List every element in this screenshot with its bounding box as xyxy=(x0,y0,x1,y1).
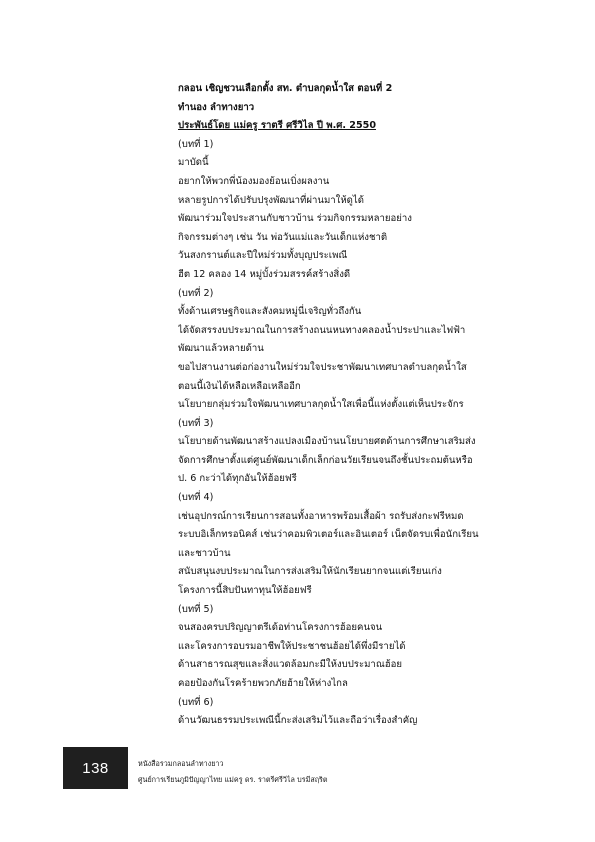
poem-line: จนสองครบปริญญาตรีเด้อท่านโครงการฮ้อยคนจน xyxy=(178,622,383,634)
poem-line: สนับสนุนงบประมาณในการส่งเสริมให้นักเรียนยากจนแต่เรียนเก่ง xyxy=(178,566,442,578)
poem-title: กลอน เชิญชวนเลือกตั้ง สท. ตำบลกุดน้ำใส ตอนที่ 2 xyxy=(178,83,393,94)
footer-publisher: ศูนย์การเรียนภูมิปัญญาไทย แม่ครู ดร. ราตรีศรีวิไล บรมีสฤริต xyxy=(138,775,328,784)
poem-line: ฮีต 12 คลอง 14 หมู่บั้งร่วมสรรค์สร้างสิ่งดี xyxy=(178,268,351,280)
poem-author: ประพันธ์โดย แม่ครู ราตรี ศรีวิไล ปี พ.ศ. 2550 xyxy=(178,120,377,132)
poem-line: นโยบายกลุ่มร่วมใจพัฒนาเทศบาลกุดน้ำใสเพื่อนี้แห่งตั้งแต่เห็นประจักร xyxy=(178,399,464,411)
poem-melody: ทำนอง ลำทางยาว xyxy=(178,101,255,113)
poem-line: หลายรูปการได้ปรับปรุงพัฒนาที่ผ่านมาให้ดูได้ xyxy=(178,194,364,206)
poem-line: ทั้งด้านเศรษฐกิจและสังคมหมู่นี่เจริญทั่วถึงกัน xyxy=(178,306,362,318)
poem-line: (บทที่ 2) xyxy=(178,287,214,299)
poem-line: ตอนนี้เงินได้หลือเหลือเหลืออีก xyxy=(178,380,301,392)
poem-line: ด้านวัฒนธรรมประเพณีนี้กะส่งเสริมไว้และถือว่าเรื่องสำคัญ xyxy=(178,715,418,727)
poem-body xyxy=(178,136,508,731)
poem-line: (บทที่ 6) xyxy=(178,696,214,708)
poem-line: โครงการนี้สิบปันทาทุนให้ฮ้อยฟรี xyxy=(178,585,312,597)
poem-line: เช่นอุปกรณ์การเรียนการสอนทั้งอาหารพร้อมเสื้อผ้า รถรับส่งกะฟรีหมด xyxy=(178,510,464,522)
poem-line: และโครงการอบรมอาชีพให้ประชาชนฮ้อยได้พึ่งมีรายได้ xyxy=(178,640,406,652)
poem-line: จัดการศึกษาตั้งแต่ศูนย์พัฒนาเด็กเล็กก่อนวัยเรียนจนถึงชั้นประถมต้นหรือ xyxy=(178,454,473,466)
poem-line: กิจกรรมต่างๆ เช่น วัน พ่อวันแม่และวันเด็กแห่งชาติ xyxy=(178,231,388,243)
poem-line: ได้จัดสรรงบประมาณในการสร้างถนนหนทางคลองน้ำประปาและไฟฟ้า xyxy=(178,324,466,336)
poem-line: นโยบายด้านพัฒนาสร้างแปลงเมืองบ้านนโยบายศตด้านการศึกษาเสริมส่ง xyxy=(178,436,476,448)
poem-line: พัฒนาร่วมใจประสานกับชาวบ้าน ร่วมกิจกรรมหลายอย่าง xyxy=(178,213,412,225)
poem-line: และชาวบ้าน xyxy=(178,547,231,559)
poem-line: (บทที่ 1) xyxy=(178,138,214,150)
poem-line: ด้านสาธารณสุขและสิ่งแวดล้อมกะมีให้งบประมาณฮ้อย xyxy=(178,659,402,671)
poem-line: คอยป้องกันโรคร้ายพวกภัยฮ้ายให้ห่างไกล xyxy=(178,678,348,689)
poem-line: วันสงกรานต์และปีใหม่ร่วมทั้งบุญประเพณี xyxy=(178,250,348,262)
poem-line: (บทที่ 4) xyxy=(178,492,214,504)
poem-header xyxy=(178,80,508,136)
footer xyxy=(138,756,468,788)
page-number-box xyxy=(63,747,128,789)
footer-book-title: หนังสือรวมกลอนลำทางยาว xyxy=(138,759,224,768)
poem-line: (บทที่ 3) xyxy=(178,417,214,429)
poem-line: (บทที่ 5) xyxy=(178,603,214,615)
poem-line: ระบบอิเล็กทรอนิคส์ เช่นว่าคอมพิวเตอร์และอินเตอร์ เน็ตจัดรบเพื่อนักเรียน xyxy=(178,529,479,541)
poem-line: ขอไปสานงานต่อก่องานใหม่ร่วมใจประชาพัฒนาเทศบาลตำบลกุดน้ำใส xyxy=(178,361,467,373)
poem-content xyxy=(178,80,508,731)
page-number: 138 xyxy=(82,759,109,777)
poem-line: อยากให้พวกพี่น้องมองย้อนเบิ่งผลงาน xyxy=(178,175,330,187)
poem-line: พัฒนาแล้วหลายด้าน xyxy=(178,343,264,355)
poem-line: มาบัดนี้ xyxy=(178,157,209,169)
poem-line: ป. 6 กะว่าได้ทุกอันให้ฮ้อยฟรี xyxy=(178,473,297,485)
